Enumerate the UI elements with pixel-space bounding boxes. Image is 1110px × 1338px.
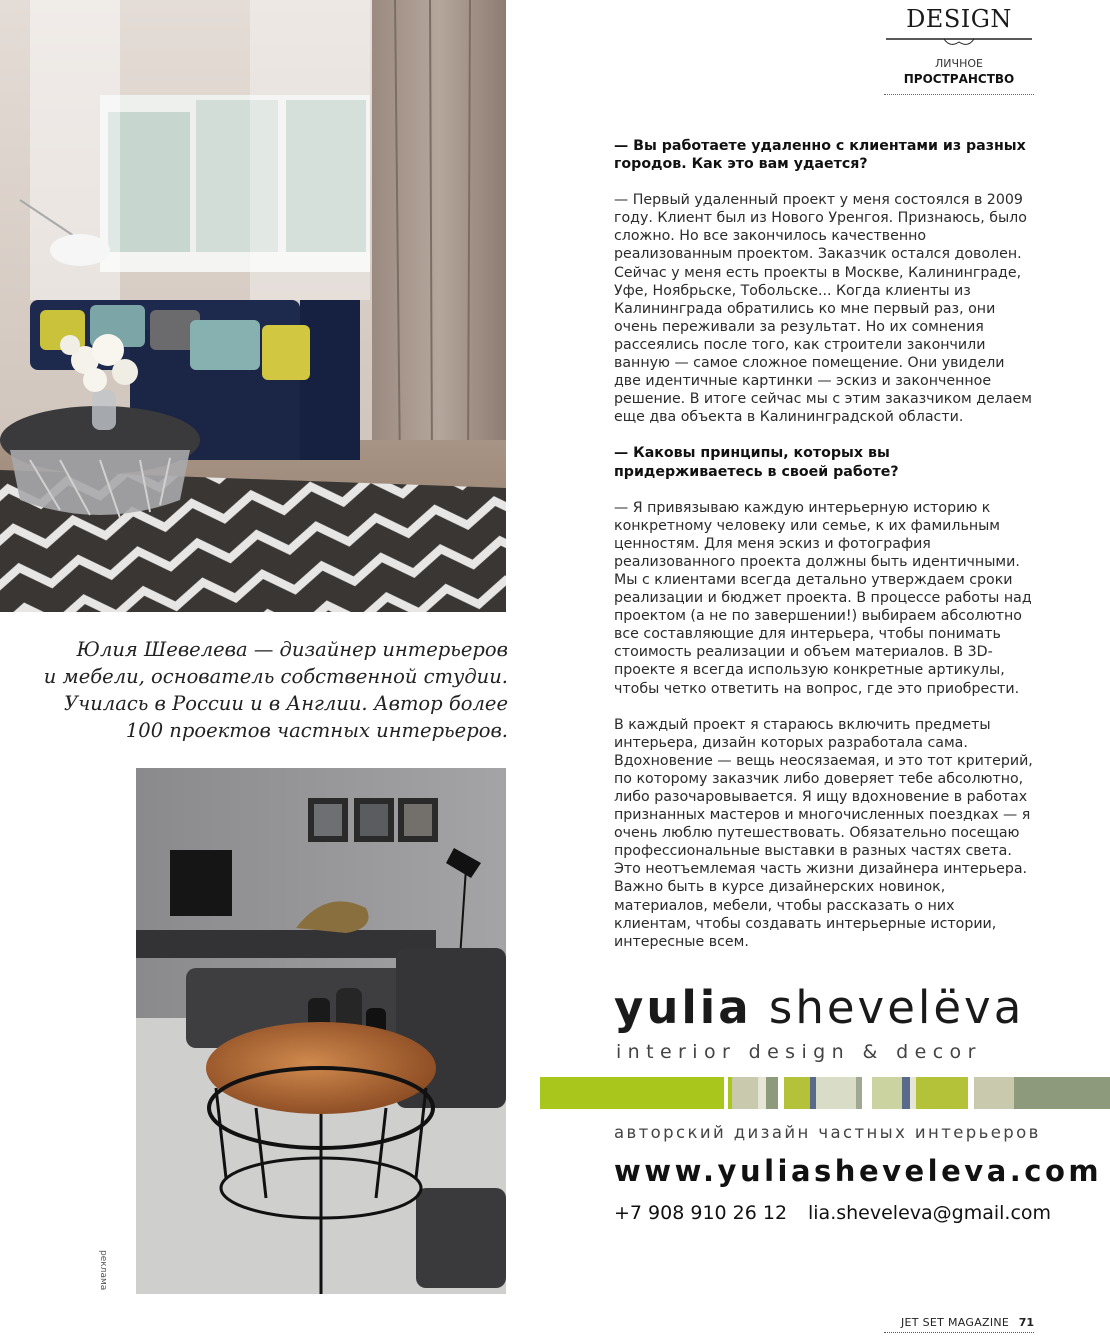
question-1: — Вы работаете удаленно с клиентами из разных городов. Как это вам удается? bbox=[614, 138, 1026, 173]
brand-logo bbox=[614, 980, 1034, 1036]
lounge-photo bbox=[136, 768, 506, 1294]
designer-caption bbox=[40, 636, 508, 744]
website-link[interactable]: www.yuliasheveleva.com bbox=[614, 1154, 1103, 1188]
answer-3: В каждый проект я стараюсь включить предметы интерьера, дизайн которых разработала сама. Вдохновение — вещь неосязаемая, и это тот критерий, по которому заказчик либо доверяет тебе абсолютно, либо разочаровывается. Я ищу вдохновение в работах признанных мастеров и многочисленных поездках — я очень люблю путешествовать. Обязательно посещаю профессиональные выставки в разных частях света. Это неотъемлемая часть жизни дизайнера интерьера. Важно быть в курсе дизайнерских новинок, материалов, мебели, чтобы рассказать о них клиентам, чтобы создавать интерьерные истории, интересные всем. bbox=[614, 716, 1033, 950]
color-stripes bbox=[540, 1077, 1110, 1109]
page-footer bbox=[901, 1316, 1034, 1329]
caption-line-2: и мебели, основатель собственной студии. bbox=[43, 665, 508, 688]
section-subtitle-2: ПРОСТРАНСТВО bbox=[903, 72, 1015, 86]
brand-tagline: interior design & decor bbox=[616, 1041, 982, 1063]
caption-line-4: 100 проектов частных интерьеров. bbox=[125, 719, 508, 742]
magazine-name: JET SET MAGAZINE bbox=[900, 1316, 1010, 1329]
answer-1: — Первый удаленный проект у меня состоялся в 2009 году. Клиент был из Нового Уренгоя. Признаюсь, было сложно. Но все закончилось качественно реализованным проектом. Заказчик остался доволен. Сейчас у меня есть проекты в Москве, Калининграде, Уфе, Ноябрьске, Тобольске... Когда клиенты из Калининграда обратились ко мне первый раз, они очень переживали за результат. Но их сомнения рассеялись после того, как строители закончили ванную — самое сложное помещение. Они увидели две идентичные картинки — эскиз и законченное решение. В итоге сейчас мы с этим заказчиком делаем еще два объекта в Калининградской области. bbox=[614, 192, 1032, 426]
caption-line-3: Училась в России и в Англии. Автор более bbox=[64, 692, 508, 715]
page-number: 71 bbox=[1018, 1316, 1034, 1329]
interview-article bbox=[614, 137, 1034, 969]
brand-first-name: yulia bbox=[614, 981, 752, 1034]
ornament-rule-icon bbox=[884, 34, 1034, 50]
header-divider bbox=[884, 94, 1034, 95]
advertisement-mark: реклама bbox=[98, 1250, 108, 1291]
answer-2: — Я привязываю каждую интерьерную историю к конкретному человеку или семье, к их фамильным ценностям. Для меня эскиз и фотография реализованного проекта должны быть идентичными. Мы с клиентами всегда детально утверждаем сроки реализации и бюджет проекта. В процессе работы над проектом (а не по завершении!) выбираем абсолютно все составляющие для интерьера, чтобы понимать стоимость реализации и объем материалов. В 3D-проекте я всегда использую конкретные артикулы, чтобы четко ответить на вопрос, где это приобрести. bbox=[614, 499, 1032, 697]
question-2: — Каковы принципы, которых вы придерживаетесь в своей работе? bbox=[614, 445, 899, 480]
footer-divider bbox=[884, 1332, 1034, 1333]
caption-line-1: Юлия Шевелева — дизайнер интерьеров bbox=[76, 638, 508, 661]
living-room-photo bbox=[0, 0, 506, 612]
ad-slogan: авторский дизайн частных интерьеров bbox=[614, 1123, 1041, 1142]
section-subtitle-1: ЛИЧНОЕ bbox=[935, 57, 983, 70]
phone-number[interactable]: +7 908 910 26 12 bbox=[614, 1202, 788, 1224]
section-header bbox=[884, 4, 1034, 95]
section-title: DESIGN bbox=[906, 5, 1012, 33]
email-link[interactable]: lia.sheveleva@gmail.com bbox=[808, 1202, 1052, 1224]
brand-last-name: shevelёva bbox=[768, 981, 1025, 1034]
